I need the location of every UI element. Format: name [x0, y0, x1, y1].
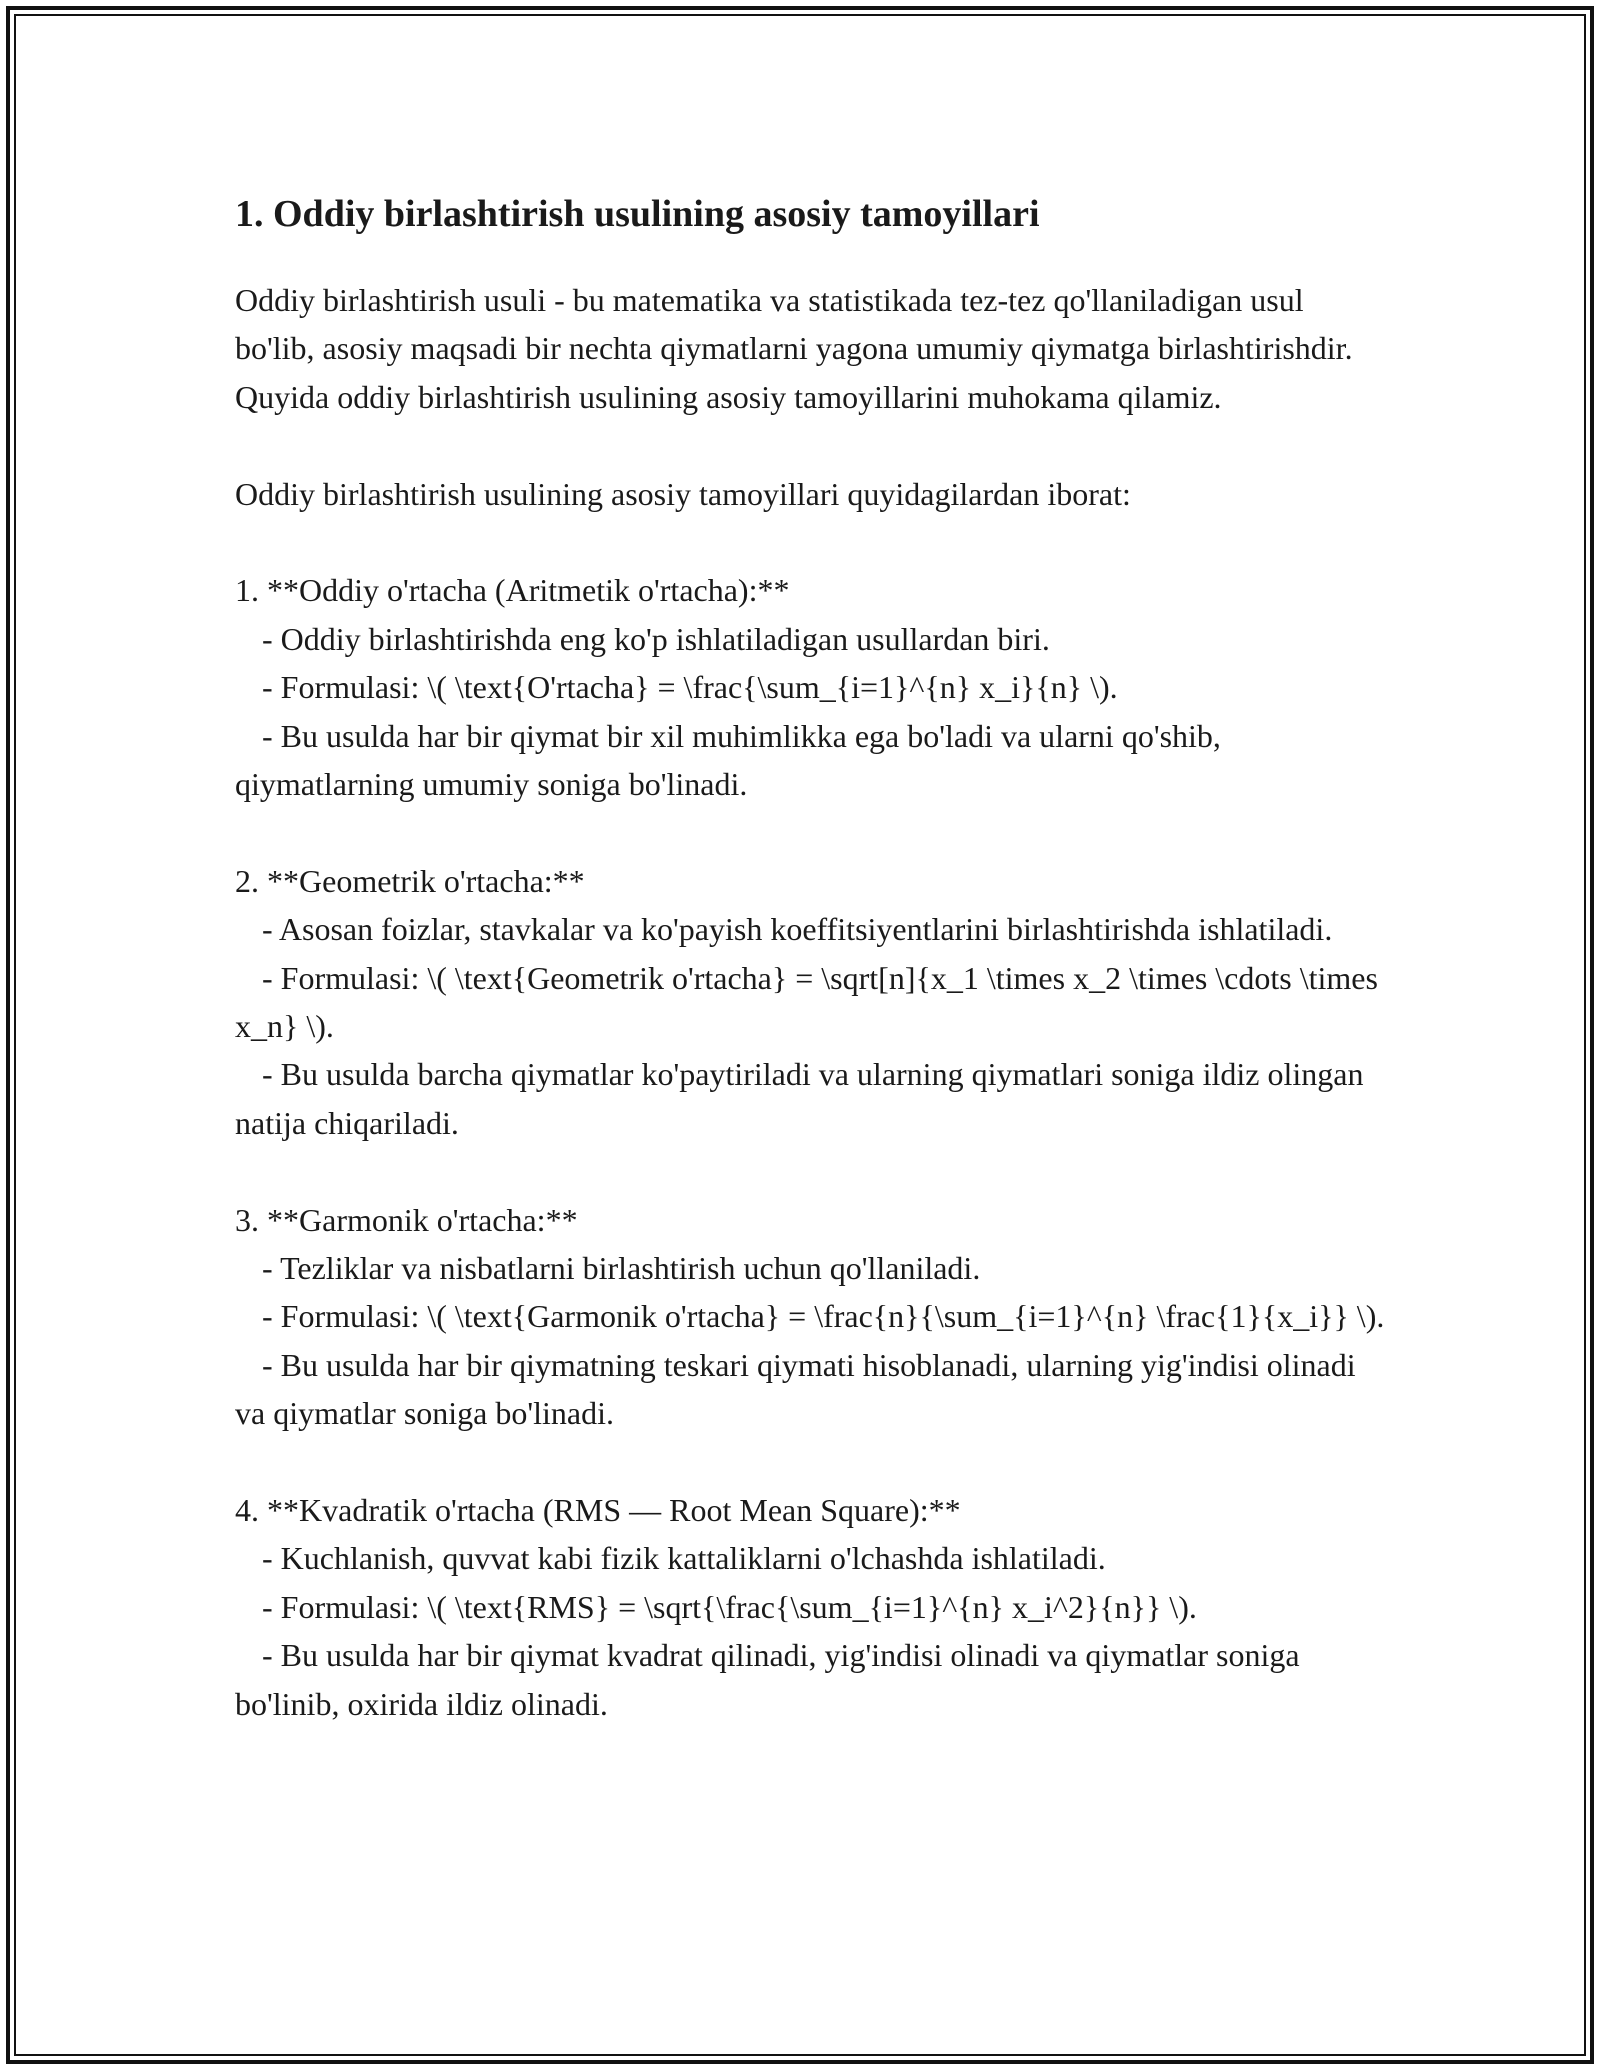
list-item-formula: - Formulasi: \( \text{Geometrik o'rtacha} = \sqrt[n]{x_1 \times x_2 \times \cdots \times x_n} \). [235, 959, 1386, 1045]
list-item-line: - Bu usulda har bir qiymatning teskari qiymati hisoblanadi, ularning yig'indisi olinadi va qiymatlar soniga bo'linadi. [235, 1346, 1364, 1432]
list-item-line: - Kuchlanish, quvvat kabi fizik kattaliklarni o'lchashda ishlatiladi. [262, 1540, 1106, 1577]
section-heading: 1. Oddiy birlashtirish usulining asosiy tamoyillari [235, 193, 1040, 235]
list-item-title: 4. **Kvadratik o'rtacha (RMS — Root Mean Square):** [235, 1492, 961, 1529]
list-item-line: - Tezliklar va nisbatlarni birlashtirish uchun qo'llaniladi. [262, 1250, 981, 1287]
intro-paragraph: Oddiy birlashtirish usuli - bu matematika va statistikada tez-tez qo'llaniladigan usul bo'lib, asosiy maqsadi bir nechta qiymatlarni yagona umumiy qiymatga birlashtirishdir. Quyida oddiy birlashtirish usulining asosiy tamoyillarini muhokama qilamiz. [235, 282, 1361, 415]
document-body [235, 186, 1385, 1728]
list-item-arithmetic [235, 566, 1385, 808]
spacer [235, 518, 1385, 566]
list-item-formula: - Formulasi: \( \text{O'rtacha} = \frac{\sum_{i=1}^{n} x_i}{n} \). [262, 669, 1118, 706]
spacer [235, 1147, 1385, 1195]
list-item-formula: - Formulasi: \( \text{RMS} = \sqrt{\frac{\sum_{i=1}^{n} x_i^2}{n}} \). [262, 1588, 1197, 1625]
list-item-line: - Asosan foizlar, stavkalar va ko'payish koeffitsiyentlarini birlashtirishda ishlatiladi. [262, 911, 1333, 948]
list-item-formula: - Formulasi: \( \text{Garmonik o'rtacha} = \frac{n}{\sum_{i=1}^{n} \frac{1}{x_i}} \). [262, 1298, 1385, 1335]
list-item-geometric [235, 857, 1385, 1147]
list-item-title: 2. **Geometrik o'rtacha:** [235, 862, 585, 899]
list-item-line: - Bu usulda har bir qiymat bir xil muhimlikka ega bo'ladi va ularni qo'shib, qiymatlarning umumiy soniga bo'linadi. [235, 717, 1229, 803]
list-item-harmonic [235, 1196, 1385, 1438]
spacer [235, 421, 1385, 469]
list-item-title: 1. **Oddiy o'rtacha (Aritmetik o'rtacha):** [235, 572, 790, 609]
lead-paragraph: Oddiy birlashtirish usulining asosiy tamoyillari quyidagilardan iborat: [235, 475, 1131, 512]
list-item-line: - Oddiy birlashtirishda eng ko'p ishlatiladigan usullardan biri. [262, 620, 1050, 657]
list-item-rms [235, 1486, 1385, 1728]
list-item-title: 3. **Garmonik o'rtacha:** [235, 1201, 578, 1238]
list-item-line: - Bu usulda barcha qiymatlar ko'paytiriladi va ularning qiymatlari soniga ildiz olingan natija chiqariladi. [235, 1056, 1372, 1141]
spacer [235, 808, 1385, 856]
spacer [235, 1438, 1385, 1486]
list-item-line: - Bu usulda har bir qiymat kvadrat qilinadi, yig'indisi olinadi va qiymatlar soniga bo'linib, oxirida ildiz olinadi. [235, 1637, 1308, 1722]
